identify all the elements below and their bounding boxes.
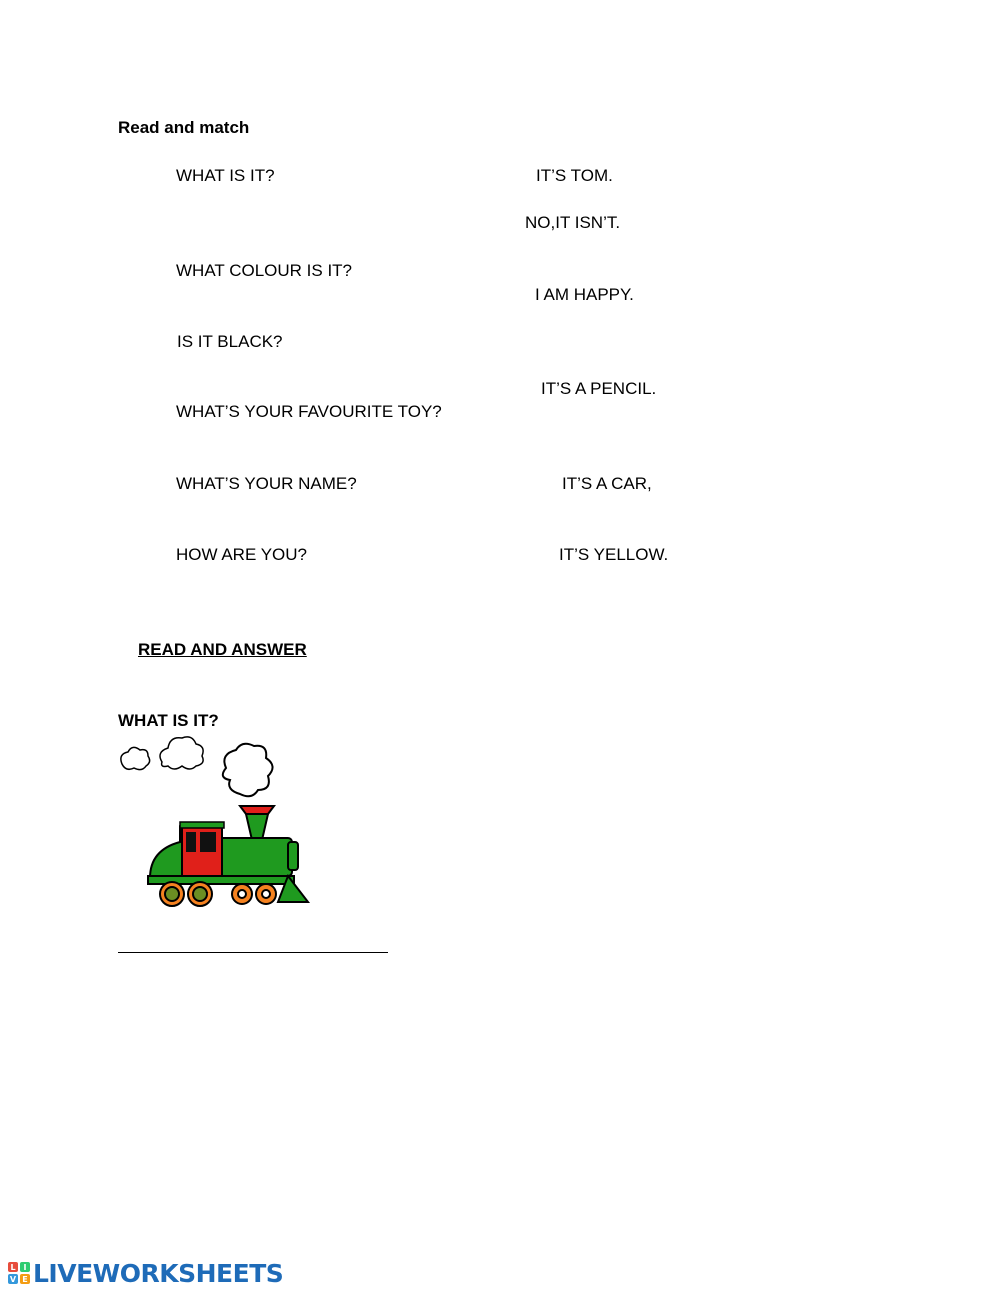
answer-question: WHAT IS IT? — [118, 711, 219, 730]
question-4: WHAT’S YOUR FAVOURITE TOY? — [176, 402, 442, 421]
wheel-4 — [256, 884, 276, 904]
cab-window-right — [200, 832, 216, 852]
answer-1: IT’S TOM. — [536, 166, 613, 185]
logo-letter-l: L — [8, 1262, 18, 1272]
logo-letter-i: I — [20, 1262, 30, 1272]
question-6: HOW ARE YOU? — [176, 545, 307, 564]
cab-window-left — [186, 832, 196, 852]
wheel-1 — [160, 882, 184, 906]
funnel — [246, 814, 268, 840]
answer-6: IT’S YELLOW. — [559, 545, 669, 564]
wheel-3 — [232, 884, 252, 904]
logo-letter-v: V — [9, 1274, 17, 1284]
cab-roof — [180, 822, 224, 828]
section-title-read-and-answer: READ AND ANSWER — [138, 640, 307, 659]
question-5: WHAT’S YOUR NAME? — [176, 474, 357, 493]
train-illustration — [112, 732, 332, 912]
funnel-top — [240, 806, 274, 814]
boiler-front — [288, 842, 298, 870]
question-1: WHAT IS IT? — [176, 166, 275, 185]
answer-line[interactable] — [118, 952, 388, 953]
question-2: WHAT COLOUR IS IT? — [176, 261, 353, 280]
smoke-cloud-medium — [160, 737, 203, 769]
brand-logo-icon — [8, 1262, 30, 1284]
brand-name: LIVEWORKSHEETS — [33, 1258, 284, 1288]
answer-2: NO,IT ISN’T. — [525, 213, 621, 232]
footer-brand — [8, 1258, 283, 1288]
section-title-read-and-match: Read and match — [118, 118, 250, 137]
cab-back — [150, 824, 184, 878]
smoke-cloud-large — [223, 744, 273, 797]
logo-letter-e: E — [20, 1274, 30, 1284]
answer-3: I AM HAPPY. — [535, 285, 634, 304]
answer-5: IT’S A CAR, — [562, 474, 652, 493]
smoke-cloud-small — [121, 747, 150, 769]
question-3: IS IT BLACK? — [177, 332, 283, 351]
boiler — [216, 838, 292, 876]
wheel-2 — [188, 882, 212, 906]
answer-4: IT’S A PENCIL. — [541, 379, 657, 398]
